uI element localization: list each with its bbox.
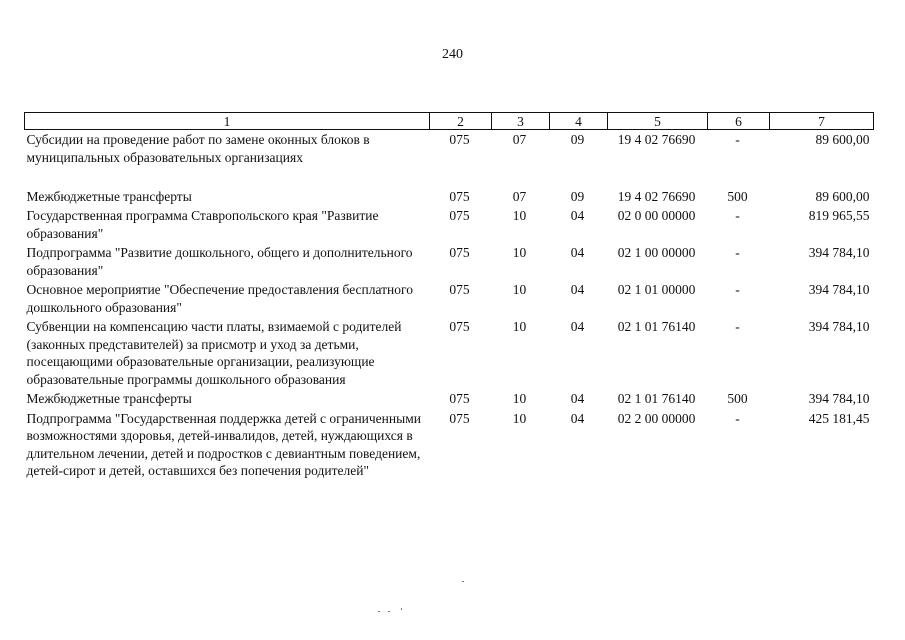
- row-expense-type: -: [735, 410, 740, 426]
- row-expense-type: 500: [727, 188, 748, 204]
- row-subsection-code: 04: [570, 282, 585, 297]
- column-header-7: 7: [770, 113, 874, 130]
- row-name: Государственная программа Ставропольского края "Развитие образования": [26, 208, 379, 241]
- row-target-article: 02 0 00 00000: [617, 208, 696, 223]
- row-subsection-code: 04: [570, 410, 585, 426]
- row-ministry-code: 075: [449, 282, 470, 297]
- row-ministry-code: 075: [449, 245, 470, 260]
- row-name: Субсидии на проведение работ по замене оконных блоков в муниципальных образовательных организациях: [26, 132, 370, 165]
- row-section-code: 10: [512, 208, 527, 223]
- row-subsection-code: 04: [570, 391, 585, 406]
- row-target-article: 02 1 01 76140: [617, 319, 696, 334]
- row-ministry-code: 075: [449, 188, 470, 204]
- row-name: Подпрограмма "Государственная поддержка детей с ограниченными возможностями здоровья, детей-инвалидов, детей, нуждающихся в длительном лечении, детей и подростков с девиантным поведением, детей-сирот и детей, оставшихся без попечения родителей": [26, 410, 421, 478]
- row-subsection-code: 09: [570, 188, 585, 204]
- column-header-3: 3: [492, 113, 550, 130]
- column-header-5: 5: [608, 113, 708, 130]
- row-subsection-code: 04: [570, 319, 585, 334]
- row-expense-type: -: [735, 132, 740, 147]
- row-amount: 425 181,45: [808, 410, 870, 426]
- row-amount: 89 600,00: [815, 188, 870, 204]
- row-expense-type: -: [735, 245, 740, 260]
- row-target-article: 19 4 02 76690: [617, 188, 696, 204]
- row-amount: 394 784,10: [808, 282, 870, 297]
- header-row: [25, 113, 874, 130]
- scan-speck: [388, 611, 390, 612]
- scan-speck: [401, 608, 402, 610]
- row-ministry-code: 075: [449, 208, 470, 223]
- table-row: [25, 130, 874, 187]
- row-amount: 89 600,00: [815, 132, 870, 147]
- row-expense-type: 500: [727, 391, 748, 406]
- row-expense-type: -: [735, 208, 740, 223]
- row-target-article: 02 1 00 00000: [617, 245, 696, 260]
- row-name: Субвенции на компенсацию части платы, взимаемой с родителей (законных представителей) за присмотр и уход за детьми, посещающими образовательные организации, реализующие образовательные программы дошкольного образования: [26, 319, 402, 387]
- row-expense-type: -: [735, 282, 740, 297]
- column-header-4: 4: [550, 113, 608, 130]
- scan-speck: [462, 581, 464, 582]
- row-section-code: 07: [512, 188, 527, 204]
- budget-table: [24, 112, 874, 481]
- row-expense-type: -: [735, 319, 740, 334]
- row-ministry-code: 075: [449, 319, 470, 334]
- row-amount: 394 784,10: [808, 245, 870, 260]
- row-name: Межбюджетные трансферты: [26, 391, 192, 406]
- row-amount: 819 965,55: [808, 208, 870, 223]
- row-subsection-code: 04: [570, 245, 585, 260]
- row-section-code: 10: [512, 410, 527, 426]
- row-ministry-code: 075: [449, 391, 470, 406]
- table-row: [25, 389, 874, 409]
- row-section-code: 10: [512, 245, 527, 260]
- table-row: [25, 187, 874, 207]
- row-section-code: 10: [512, 282, 527, 297]
- table-row: [25, 243, 874, 280]
- row-section-code: 07: [512, 132, 527, 147]
- row-section-code: 10: [512, 391, 527, 406]
- row-target-article: 19 4 02 76690: [617, 132, 696, 147]
- row-target-article: 02 1 01 00000: [617, 282, 696, 297]
- column-header-2: 2: [430, 113, 492, 130]
- column-header-6: 6: [708, 113, 770, 130]
- row-name: Основное мероприятие "Обеспечение предоставления бесплатного дошкольного образования": [26, 282, 413, 315]
- row-amount: 394 784,10: [808, 391, 870, 406]
- page-number: 240: [442, 47, 463, 62]
- row-name: Подпрограмма "Развитие дошкольного, общего и дополнительного образования": [26, 245, 413, 278]
- table-row: [25, 280, 874, 317]
- row-subsection-code: 04: [570, 208, 585, 223]
- scan-speck: [378, 611, 380, 612]
- row-subsection-code: 09: [570, 132, 585, 147]
- row-amount: 394 784,10: [808, 319, 870, 334]
- table-row: [25, 317, 874, 389]
- row-name: Межбюджетные трансферты: [26, 188, 192, 204]
- row-ministry-code: 075: [449, 410, 470, 426]
- table-row: [25, 206, 874, 243]
- column-header-1: 1: [25, 113, 430, 130]
- row-ministry-code: 075: [449, 132, 470, 147]
- table-row: [25, 409, 874, 481]
- row-target-article: 02 2 00 00000: [617, 410, 696, 426]
- row-target-article: 02 1 01 76140: [617, 391, 696, 406]
- row-section-code: 10: [512, 319, 527, 334]
